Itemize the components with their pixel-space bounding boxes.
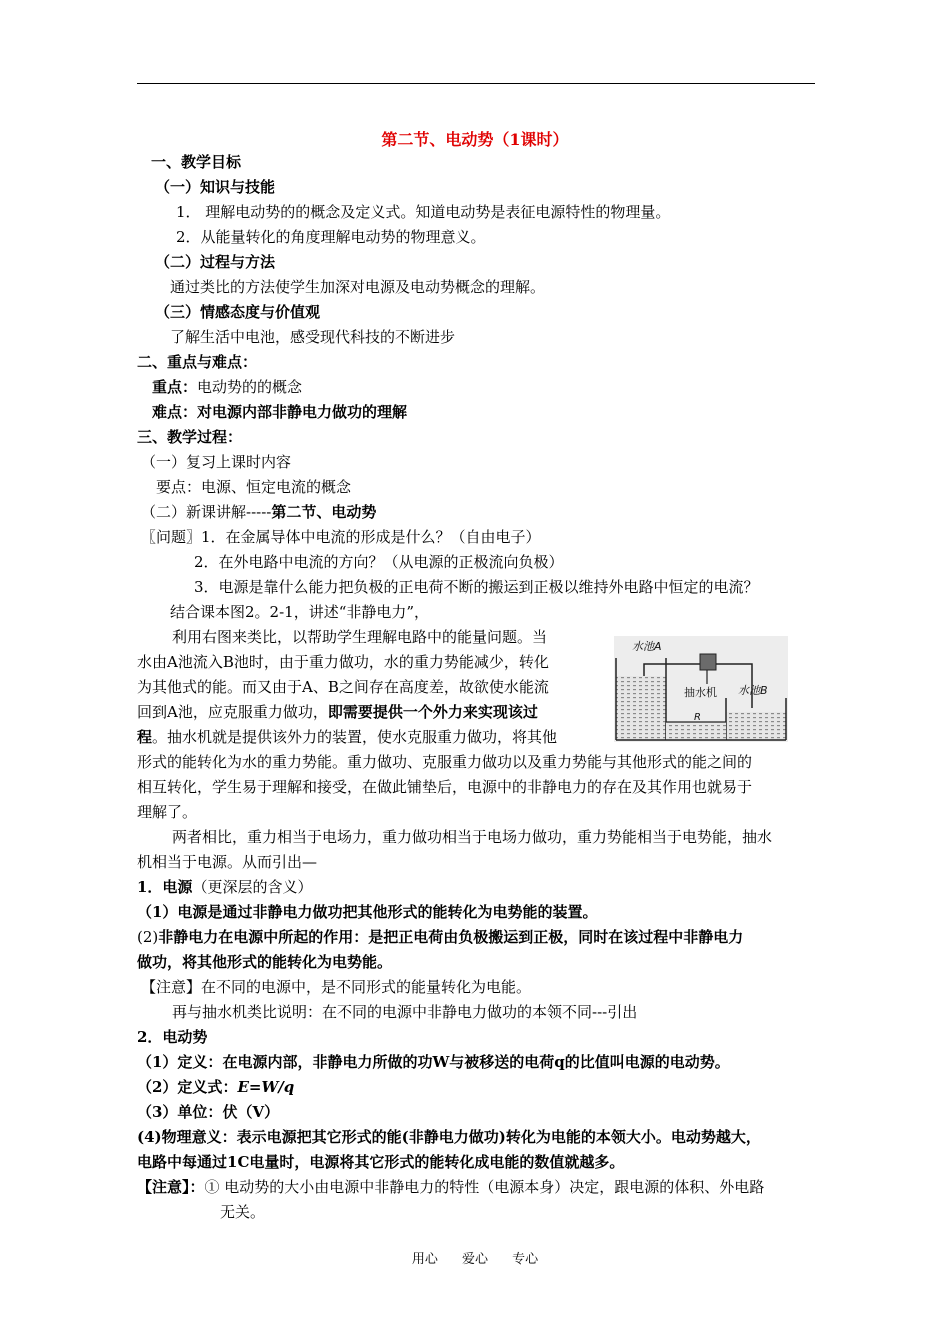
analogy-paragraph-line xyxy=(137,727,557,747)
difficulty-label: 难点： xyxy=(152,403,198,421)
analogy-bold-text: 即需要提供一个外力来实现该过 xyxy=(327,703,538,721)
review-points: 要点：电源、恒定电流的概念 xyxy=(156,478,352,496)
footer-word: 专心 xyxy=(512,1252,539,1267)
analogy-text: 回到A池，应克服重力做功， xyxy=(137,703,328,721)
question-2: 2．在外电路中电流的方向？（从电源的正极流向负极） xyxy=(194,553,564,571)
analogy-text: 。抽水机就是提供该外力的装置，使水克服重力做功，将其他 xyxy=(152,728,558,746)
emotion-heading: （三）情感态度与价值观 xyxy=(155,303,321,321)
comparison-line: 两者相比，重力相当于电场力，重力做功相当于电场力做功，重力势能相当于电势能，抽水 xyxy=(172,828,773,846)
knowledge-item-1: 1． 理解电动势的的概念及定义式。知道电动势是表征电源特性的物理量。 xyxy=(176,203,671,221)
emf-formula-line xyxy=(137,1077,294,1097)
knowledge-heading: （一）知识与技能 xyxy=(155,178,276,196)
emf-meaning-line: (4)物理意义：表示电源把其它形式的能(非静电力做功)转化为电能的本领大小。电动势越大， xyxy=(137,1128,761,1146)
power-source-def-2-text: 非静电力在电源中所起的作用：是把正电荷由负极搬运到正极，同时在该过程中非静电力 xyxy=(158,928,744,946)
footer-word: 用心 xyxy=(411,1252,438,1267)
key-text: 电动势的的概念 xyxy=(197,378,303,396)
section-1-heading: 一、教学目标 xyxy=(151,153,242,171)
pump-icon xyxy=(700,654,716,670)
tank-a-label: 水池A xyxy=(632,640,662,653)
footer-word: 爱心 xyxy=(461,1252,488,1267)
emf-formula-label: （2）定义式： xyxy=(137,1078,238,1096)
emf-meaning-line: 电路中每通过1C电量时，电源将其它形式的能转化成电能的数值就越多。 xyxy=(137,1153,625,1171)
review-heading: （一）复习上课时内容 xyxy=(141,453,292,471)
new-lesson-heading xyxy=(141,502,376,522)
power-source-label: 1．电源 xyxy=(137,878,193,896)
item-number: (2) xyxy=(137,928,159,946)
emf-unit: （3）单位：伏（V） xyxy=(137,1103,280,1121)
tank-b-water xyxy=(726,712,786,740)
process-text: 通过类比的方法使学生加深对电源及电动势概念的理解。 xyxy=(170,278,546,296)
emf-formula: E=W/q xyxy=(237,1078,295,1096)
note-2-text: ① 电动势的大小由电源中非静电力的特性（电源本身）决定，跟电源的体积、外电路 xyxy=(204,1178,765,1196)
analogy-paragraph-line: 相互转化，学生易于理解和接受，在做此铺垫后，电源中的非静电力的存在及其作用也就易于 xyxy=(137,778,753,796)
analogy-paragraph-line: 为其他式的能。而又由于A、B之间存在高度差，故欲使水能流 xyxy=(137,678,549,696)
new-lesson-title: 第二节、电动势 xyxy=(271,503,377,521)
note-1: 【注意】在不同的电源中，是不同形式的能量转化为电能。 xyxy=(141,978,532,996)
power-source-def-2-cont: 做功，将其他形式的能转化为电势能。 xyxy=(137,953,393,971)
question-3: 3．电源是靠什么能力把负极的正电荷不断的搬运到正极以维持外电路中恒定的电流？ xyxy=(194,578,759,596)
note-2 xyxy=(137,1177,764,1197)
analogy-bold-text: 程 xyxy=(137,728,153,746)
emf-heading: 2．电动势 xyxy=(137,1028,208,1046)
analogy-paragraph-line: 水由A池流入B池时，由于重力做功，水的重力势能减少，转化 xyxy=(137,653,549,671)
note-2-label: 【注意】： xyxy=(137,1178,205,1196)
key-point xyxy=(152,377,302,397)
pump-label: 抽水机 xyxy=(684,686,717,699)
tank-b-label: 水池B xyxy=(738,684,768,697)
page-title: 第二节、电动势（1课时） xyxy=(381,130,569,149)
combine-text: 结合课本图2。2-1，讲述“非静电力”， xyxy=(170,603,430,621)
power-source-def-2 xyxy=(137,927,743,947)
power-source-note: （更深层的含义） xyxy=(192,878,313,896)
water-pump-figure xyxy=(614,636,788,742)
section-3-heading: 三、教学过程： xyxy=(137,428,243,446)
analogy-paragraph-line: 形式的能转化为水的重力势能。重力做功、克服重力做功以及重力势能与其他形式的能之间的 xyxy=(137,753,753,771)
section-2-heading: 二、重点与难点： xyxy=(137,353,258,371)
power-source-def-1: （1）电源是通过非静电力做功把其他形式的能转化为电势能的装置。 xyxy=(137,903,598,921)
comparison-line: 机相当于电源。从而引出— xyxy=(137,853,318,871)
power-source-heading xyxy=(137,877,312,897)
analogy-paragraph-line: 理解了。 xyxy=(137,803,198,821)
difficulty-text: 对电源内部非静电力做功的理解 xyxy=(197,403,408,421)
difficulty-point xyxy=(152,402,407,422)
r-label: R xyxy=(694,712,701,723)
process-heading: （二）过程与方法 xyxy=(155,253,276,271)
tank-a-water xyxy=(616,676,666,740)
header-rule xyxy=(137,83,815,84)
key-label: 重点： xyxy=(152,378,198,396)
emf-definition: （1）定义：在电源内部，非静电力所做的功W与被移送的电荷q的比值叫电源的电动势。 xyxy=(137,1053,730,1071)
analogy-note: 再与抽水机类比说明：在不同的电源中非静电力做功的本领不同---引出 xyxy=(172,1003,638,1021)
knowledge-item-2: 2．从能量转化的角度理解电动势的物理意义。 xyxy=(176,228,486,246)
analogy-paragraph-line: 利用右图来类比，以帮助学生理解电路中的能量问题。当 xyxy=(172,628,548,646)
note-2-cont: 无关。 xyxy=(220,1203,266,1221)
new-lesson-prefix: （二）新课讲解----- xyxy=(141,503,272,521)
analogy-paragraph-line xyxy=(137,702,538,722)
page-footer xyxy=(0,1248,950,1267)
emotion-text: 了解生活中电池，感受现代科技的不断进步 xyxy=(170,328,456,346)
question-1: 〖问题〗1．在金属导体中电流的形成是什么？（自由电子） xyxy=(141,528,541,546)
